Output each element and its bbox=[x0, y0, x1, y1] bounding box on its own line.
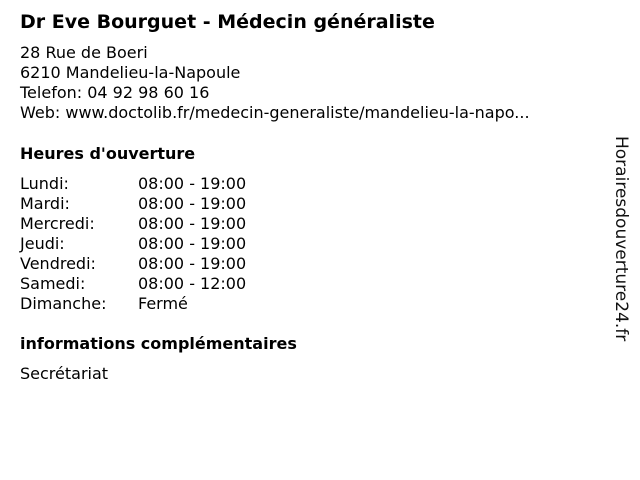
day-label: Jeudi: bbox=[20, 234, 65, 253]
time-value: Fermé bbox=[138, 294, 188, 313]
website-link[interactable]: Web: www.doctolib.fr/medecin-generaliste/mandelieu-la-napo... bbox=[20, 103, 530, 122]
phone-number: Telefon: 04 92 98 60 16 bbox=[20, 83, 210, 102]
time-value: 08:00 - 19:00 bbox=[138, 194, 247, 213]
opening-hours-heading: Heures d'ouverture bbox=[20, 144, 196, 163]
time-value: 08:00 - 19:00 bbox=[138, 254, 247, 273]
time-value: 08:00 - 19:00 bbox=[138, 234, 247, 253]
time-value: 08:00 - 12:00 bbox=[138, 274, 247, 293]
page-title: Dr Eve Bourguet - Médecin généraliste bbox=[20, 11, 435, 33]
address-street: 28 Rue de Boeri bbox=[20, 43, 148, 62]
additional-info-text: Secrétariat bbox=[20, 364, 109, 383]
day-label: Dimanche: bbox=[20, 294, 107, 313]
day-label: Mardi: bbox=[20, 194, 70, 213]
day-label: Mercredi: bbox=[20, 214, 95, 233]
additional-info-heading: informations complémentaires bbox=[20, 334, 297, 353]
time-value: 08:00 - 19:00 bbox=[138, 214, 247, 233]
day-label: Lundi: bbox=[20, 174, 69, 193]
day-label: Samedi: bbox=[20, 274, 86, 293]
time-value: 08:00 - 19:00 bbox=[138, 174, 247, 193]
contact-info bbox=[20, 43, 530, 123]
day-label: Vendredi: bbox=[20, 254, 96, 273]
address-city: 6210 Mandelieu-la-Napoule bbox=[20, 63, 241, 82]
site-watermark: Horairesdouverture24.fr bbox=[611, 136, 631, 342]
